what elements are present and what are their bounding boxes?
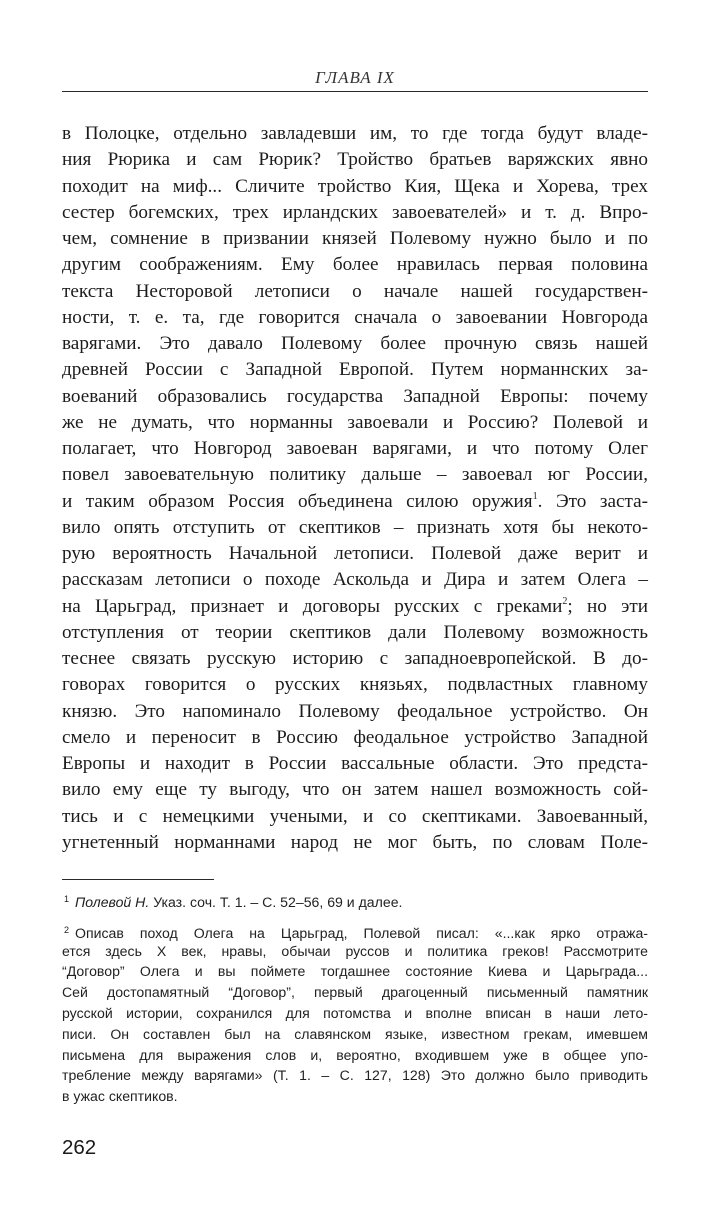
footnote-line: ется здесь X век, нравы, обычаи руссов и политика греков! Рассмотрите [62,942,648,959]
footnote-line: в ужас скептиков. [62,1088,178,1105]
text-line: вило опять отступить от скептиков – признать хотя бы некото- [62,516,648,538]
book-page [62,0,648,1217]
text-line: ности, т. е. та, где говорится сначала о завоевании Новгорода [62,306,648,328]
footnote-line: требление между варягами» (Т. 1. – С. 127, 128) Это должно было приводить [62,1067,648,1084]
footnote-line: “Договор” Олега и вы поймете тогдашнее состояние Киева и Царьграда... [62,963,648,980]
text-line: отступления от теории скептиков дали Полевому возможность [62,621,648,643]
text-line: в Полоцке, отдельно завладевши им, то где тогда будут владе- [62,123,648,144]
text-line: же не думать, что норманны завоевали и Россию? Полевой и [62,411,648,433]
main-text [62,121,648,856]
footnote-rule [62,879,214,880]
text-line: ния Рюрика и сам Рюрик? Тройство братьев варяжских явно [62,149,648,171]
footnote-line: Сей достопамятный “Договор”, первый драгоценный письменный памятник [62,984,648,1001]
footnote-ref-1: 1 [532,490,538,502]
footnote-text: Указ. соч. Т. 1. – С. 52–56, 69 и далее. [149,894,403,910]
text-line: древней России с Западной Европой. Путем норманнских за- [62,359,648,381]
text-line: Европы и находит в России вассальные области. Это предста- [62,753,648,774]
text-line: теснее связать русскую историю с западноевропейской. В до- [62,648,648,669]
text-line: воеваний образовались государства Западной Европы: почему [62,385,648,407]
text-line: полагает, что Новгород завоеван варягами, и что потому Олег [62,438,648,459]
text-line: походит на миф... Сличите тройство Кия, Щека и Хорева, трех [62,175,648,197]
text-line: варягами. Это давало Полевому более прочную связь нашей [62,333,648,354]
text-line: угнетенный норманнами народ не мог быть, по словам Поле- [62,831,648,853]
text-line-with-note [62,489,648,515]
text-line: сестер богемских, трех ирландских завоевателей» и т. д. Впро- [62,201,648,223]
footnote-mark: 1 [64,894,70,904]
text-segment: и таким образом Россия объединена силою оружия [62,490,533,512]
text-line: текста Несторовой летописи о начале нашей государствен- [62,280,648,302]
text-line: чем, сомнение в призвании князей Полевому нужно было и по [62,228,648,249]
footnote-line [62,920,648,941]
footnote-line: письмена для выражения слов и, вероятно, входившем уже в общее упо- [62,1046,648,1063]
footnote-text: Описав поход Олега на Царьград, Полевой писал: «...как ярко отража- [75,924,648,941]
text-line: рую вероятность Начальной летописи. Полевой даже верит и [62,543,648,564]
text-line: вило ему еще ту выгоду, что он затем нашел возможность сой- [62,779,648,801]
header-rule [62,91,648,92]
footnote-line: русской истории, сохранился для потомства и вполне вписан в наши лето- [62,1004,648,1021]
text-segment: . Это заста- [537,490,648,512]
footnote-author: Полевой Н. [75,894,150,910]
text-segment: на Царьград, признает и договоры русских с греками [62,595,563,617]
text-segment: ; но эти [567,595,648,617]
footnote-line [62,889,648,910]
text-line: смело и переносит в Россию феодальное устройство Западной [62,726,648,748]
text-line: тись и с немецкими учеными, и со скептиками. Завоеванный, [62,805,648,827]
text-line-with-note [62,594,648,620]
footnote-1 [62,889,648,910]
text-line: рассказам летописи о походе Аскольда и Дира и затем Олега – [62,569,648,591]
text-line: другим соображениям. Ему более нравилась первая половина [62,254,648,276]
text-line: говорах говорится о русских князьях, подвластных главному [62,674,648,696]
running-head: ГЛАВА IX [315,68,395,87]
footnote-ref-2: 2 [562,595,568,607]
footnote-line: писи. Он составлен был на славянском языке, известном грекам, имевшем [62,1025,648,1042]
text-line: повел завоевательную политику дальше – завоевал юг России, [62,464,648,486]
text-line: князю. Это напоминало Полевому феодальное устройство. Он [62,700,648,722]
footnote-2 [62,920,648,1107]
footnote-mark: 2 [64,924,70,935]
footnotes [62,889,648,1107]
page-number: 262 [62,1136,97,1159]
